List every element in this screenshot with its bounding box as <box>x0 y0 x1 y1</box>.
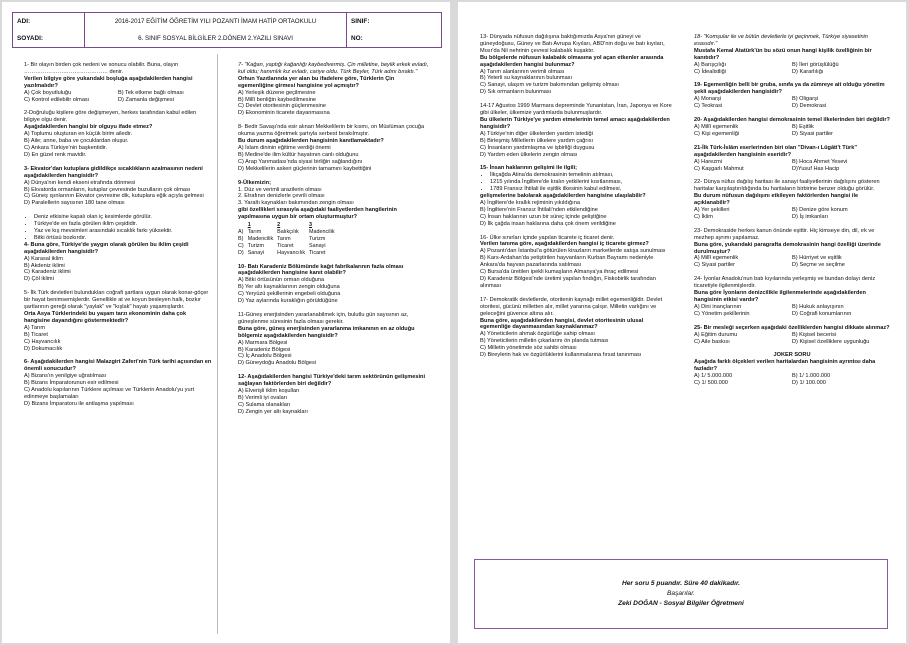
question-text: A) Yerleşik düzene geçilmesine <box>238 89 316 96</box>
question-text: B) Kişisel becerisi <box>792 331 837 338</box>
question-text: C) Sulama olanakları <box>238 401 291 408</box>
question-text: Bu ülkelerin Türkiye'ye yardım etmelerinin temel amacı aşağıdakilerden hangisidir? <box>480 116 670 130</box>
question-text: 11-Güneş enerjisinden yararlanabilmek için, bulutlu gün sayısının az, güneşlenme süresinin fazla olması gerekir. <box>238 312 409 325</box>
question-text: JOKER SORU <box>773 352 811 359</box>
question-text: 25- Bir mesleği seçerken aşağıdaki özelliklerden hangisi dikkate alınmaz? <box>694 324 890 331</box>
exam-title: 6. SINIF SOSYAL BİLGİLER 2.DÖNEM 2.YAZILI SINAVI <box>138 35 293 42</box>
left-column <box>24 62 212 415</box>
question-text: gelişmelerine bakılarak aşağıdakilerden hangisine ulaşılabilir? <box>480 193 646 200</box>
question-text: C) Milletin yönetimde söz sahibi olması <box>480 345 577 352</box>
joker-question <box>694 352 890 387</box>
question-16 <box>480 235 672 290</box>
question-text: Buna göre, aşağıdakilerden hangisi, devlet otoritesinin ulusal egemenliğe dayanmasından kaynaklanmaz? <box>480 317 644 331</box>
question-25 <box>694 325 890 346</box>
question-text: Ticaret <box>309 249 326 256</box>
question-text: 1 <box>247 222 251 229</box>
question-text: Turizm <box>309 235 326 242</box>
number-label: NO: <box>351 35 363 42</box>
question-text: B) Tek etkene bağlı olması <box>118 89 184 96</box>
question-text: C) <box>238 242 244 249</box>
question-text: B) Yöneticilerin milletin çıkarlarını ön planda tutması <box>480 338 609 345</box>
question-text: A) Pozantı'dan İstanbul'a götürülen kirazların marketlerde satışa sunulması <box>480 248 666 255</box>
question-text: B) Bizans İmparatorunun esir edilmesi <box>24 380 119 387</box>
question-text: Aşağıdakilerden hangisi bir olguyu ifade etmez? <box>24 124 153 131</box>
name-label: ADI: <box>17 18 31 25</box>
question-text: Sanayi <box>247 249 265 256</box>
question-13 <box>480 34 672 96</box>
question-text: B) Hürriyet ve eşitlik <box>792 255 842 262</box>
question-text: B) Medine'de ilim kültür hayatının canlı olduğunu <box>238 151 359 158</box>
question-text: gibi özellikleri sırasıyla aşağıdaki faaliyetlerden hangilerinin yapılmasına uygun bir ortam oluşturmuştur? <box>238 207 397 221</box>
question-text: Balıkçılık <box>277 228 299 235</box>
question-text: C) Karadeniz iklimi <box>24 269 71 276</box>
question-11 <box>238 312 430 367</box>
surname-label: SOYADI: <box>17 35 44 42</box>
question-text: A) Tarım alanlarının verimli olması <box>480 68 565 75</box>
question-text: B) Oligarşi <box>792 96 819 103</box>
question-text: C) Anadolu kapılarının Türklere açılması ve Türklerin Anadolu'yu yurt edinmeye başlamaları <box>24 387 194 400</box>
question-text: Hayvancılık <box>277 249 306 256</box>
middle-column <box>238 62 430 423</box>
question-text: 24- İyonlar Anadolu'nun batı kıyılarında yerleşmiş ve bundan dolayı deniz ticaretiyle ilgilenmişlerdir. <box>694 276 876 290</box>
question-text: D)Yusuf Has Hacip <box>792 165 840 172</box>
question-text: B) Ekvatorda ormanların, kutuplar çevresinde buzulların çok olması <box>24 186 191 193</box>
question-text: C) Yeryüzü şekillerinin engebeli olduğuna <box>238 291 341 298</box>
question-text: D) Kararlılığı <box>792 68 824 75</box>
question-text: A) Elverişli iklim koşulları <box>238 388 300 395</box>
question-text: D) Yaz aylarında kuraklığın görüldüğüne <box>238 298 338 305</box>
question-15 <box>480 165 672 227</box>
question-20 <box>694 117 890 138</box>
question-text: D) Kişisel özelliklere uygunluğu <box>792 338 870 345</box>
question-text: 7- "Kağan, yaptığı kağanlığı kaybedivermiş. Çin milletine, beylik erkek evladı, kul oldu; hanımlık kız evladı, cariye oldu. Türk Beyler, Türk adını bıraktı." <box>238 62 429 75</box>
question-text: C) Yönetim şekillerinin <box>694 310 750 317</box>
question-text: Ticaret <box>277 242 294 249</box>
question-text: Bu bölgelerde nüfusun kalabalık olmasına yol açan etkenler arasında aşağıdakilerden hangisi bulunmaz? <box>480 54 664 68</box>
question-text: A) Toplumu oluşturan en küçük birim ailedir. <box>24 131 133 138</box>
question-9 <box>238 180 430 257</box>
question-text: C) İdealistliği <box>694 68 727 75</box>
question-text: C) Devlet otoritesinin güçlenmesine <box>238 103 326 110</box>
column-divider <box>217 54 218 634</box>
question-text: 12- Aşağıdakilerden hangisi Türkiye'deki tarım sektörünün gelişmesini sağlayan faktörlerden biri değildir? <box>238 374 426 388</box>
question-text: D) 1/ 100.000 <box>792 380 826 387</box>
question-text: C) İklim <box>694 213 713 220</box>
question-text: B) Verimli iyi ovaları <box>238 394 288 401</box>
question-text: D) Dokumacılık <box>24 345 63 352</box>
question-text: A) Harezmi <box>694 158 722 165</box>
question-22 <box>694 179 890 220</box>
question-text: D) İş imkanları <box>792 213 829 220</box>
question-text: A) <box>238 228 244 235</box>
question-text: Tarım <box>277 235 291 242</box>
question-text: 9-Ülkemizin; <box>238 179 271 186</box>
question-3 <box>24 166 212 207</box>
question-text: A) İngiltere'de krallık rejiminin yıkıldığına <box>480 199 580 206</box>
question-text: D) Sık ormanların bulunması <box>480 89 552 96</box>
question-text: 21-İlk Türk-İslâm eserlerinden biri olan "Divan-ı Lûgâti't Türk" aşağıdakilerden hangisinin eseridir? <box>694 144 857 158</box>
question-text: 2. Etrafının denizlerle çevrili olması <box>238 193 325 200</box>
question-18 <box>694 34 890 75</box>
question-21 <box>694 145 890 173</box>
question-text: A) Tarım <box>24 324 46 331</box>
question-text: C) Sanayi, ulaşım ve turizm bakımından gelişmiş olması <box>480 82 619 89</box>
question-text: 13- Dünyada nüfusun dağılışına baktığımızda Asya'nın güneyi ve güneydoğusu, Güney ve Batı Avrupa Kıyıları, ABD'nin doğu ve batı kıyıları, Mısır'da Nil nehrinin çevresi kalabalık kuşaktır. <box>480 34 665 54</box>
question-text: • İlkçağda Atina'da demokrasinin temelinin atılması, <box>490 172 672 179</box>
question-text: B) Ticaret <box>24 331 48 338</box>
question-1 <box>24 62 212 103</box>
question-text: C) İnsanların yardımlaşma ve işbirliği duygusu <box>480 144 595 151</box>
question-text: D) <box>238 249 244 256</box>
right-column-2 <box>694 34 890 394</box>
answer-table <box>238 222 339 257</box>
question-text: C) Arap Yarımadası'nda siyasi birliğin sağlandığını <box>238 158 363 165</box>
question-17 <box>480 297 672 359</box>
question-text: B) Aile; anne, baba ve çocuklardan oluşur. <box>24 138 129 145</box>
exam-page-left <box>2 2 450 643</box>
question-text: D) Ekonominin ticarete dayanmasına <box>238 110 330 117</box>
question-text: Mustafa Kemal Atatürk'ün bu sözü onun hangi kişilik özelliğinin bir kanıtıdır? <box>694 47 872 61</box>
right-column-1 <box>480 34 672 366</box>
question-text: A) Monarşi <box>694 96 722 103</box>
class-label: SINIF: <box>351 18 370 25</box>
question-text: D) Demokrasi <box>792 103 827 110</box>
question-text: C) Aile baskısı <box>694 338 730 345</box>
question-text: D) Bireylerin hak ve özgürlüklerini kullanmalarına fırsat tanınması <box>480 352 642 359</box>
question-text: 5- İlk Türk devletleri bulundukları coğrafi şartlara uygun olarak konar-göçer bir hayat benimsemişlerdir. Genellikle at ve koyun besleyen halk, bozkır şartlarının gereği olarak "yaylak" ve "kışlak" hayatı yaşamışlardır. <box>24 290 209 311</box>
question-text: A) Barışçılığı <box>694 61 727 68</box>
question-14 <box>480 103 672 158</box>
question-text: 23- Demokraside herkes kanun önünde eşittir. Hiç kimseye din, dil, ırk ve mezhep ayrımı yapılamaz. <box>694 227 875 241</box>
question-text: 20- Aşağıdakilerden hangisi demokrasinin temel ilkelerinden biri değildir? <box>694 117 890 124</box>
question-text: A) Millî egemenlik <box>694 123 739 130</box>
question-text: 18- "Komşular ile ve bütün devletlerle iyi geçinmek, Türkiye siyasetinin esasıdır." <box>694 34 868 47</box>
question-text: 17- Demokratik devletlerde, otoritenin kaynağı millet egemenliğidir. Devlet otoritesi, gücünü milletten alır, millet yararına çalışır. Milletin varlığını ve geleceğini güvence altına alır. <box>480 296 663 317</box>
question-text: 2-Doğruluğu kişilere göre değişmeyen, herkes tarafından kabul edilen bilgiye olgu denir. <box>24 110 197 124</box>
question-text: 1. Düz ve verimli arazilerin olması <box>238 186 322 193</box>
question-text: • Deniz etkisine kapalı olan iç kesimlerde görülür. <box>34 214 212 221</box>
question-10 <box>238 264 430 305</box>
exam-page-right <box>458 2 906 643</box>
question-text <box>238 222 248 229</box>
question-text: • 1215 yılında İngiltere'de kralın yetkilerini kısıtlanması, <box>490 179 672 186</box>
question-text: 15- İnsan haklarının gelişimi ile ilgili; <box>480 165 577 172</box>
question-text: 3 <box>309 222 313 229</box>
question-text: D) Coğrafi konumlarının <box>792 310 852 317</box>
question-text: A) Çok boyutluluğu <box>24 89 72 96</box>
question-text: 8- Bedir Savaşı'nda esir alınan Mekkelilerin bir kısmı, on Müslüman çocuğa okuma yazma öğretmek şartıyla serbest bırakılmıştır. <box>238 124 425 138</box>
question-text: A) Dünya'nın kendi ekseni etrafında dönmesi <box>24 179 136 186</box>
question-text: C) 1/ 500.000 <box>694 380 728 387</box>
question-text: C) İç Anadolu Bölgesi <box>238 353 292 360</box>
question-text: Tarım <box>247 228 262 235</box>
question-text: A) İslam dininin eğitime verdiği önemi <box>238 144 331 151</box>
question-text: Verilen bilgiye göre yukarıdaki boşluğa aşağıdakilerden hangisi yazılmalıdır? <box>24 75 193 89</box>
question-text: C) İnsan haklarının uzun bir süreç içinde geliştiğine <box>480 213 607 220</box>
question-text: C) Teokrasi <box>694 103 723 110</box>
question-text: B) Kars-Ardahan'da yetiştirilen hayvanların Kurban Bayramı nedeniyle Ankara'da hayvan pazarlarında satılması <box>480 255 654 269</box>
question-text: D) Paralellerin sayısının 180 tane olması <box>24 200 125 207</box>
question-text: D) Zengin yer altı kaynakları <box>238 408 308 415</box>
question-text: A) Bitki örtüsünün orman olduğuna <box>238 277 325 284</box>
question-text: • Türkiye'de en fazla görülen iklim çeşididir. <box>34 221 212 228</box>
question-text: A) Dini inançlarının <box>694 303 742 310</box>
question-text: 16- Ülke sınırları içinde yapılan ticarete iç ticaret denir. <box>480 234 615 241</box>
question-text: Buna göre İyonların denizcilikle ilgilenmelerinde aşağıdakilerden hangisinin etkisi vardır? <box>694 290 866 303</box>
question-text: Turizm <box>247 242 264 249</box>
question-text: A) Yer şekilleri <box>694 207 730 214</box>
question-text: • 1789 Fransız İhtilali ile eşitlik ilkesinin kabul edilmesi, <box>490 186 672 193</box>
question-text: B) Birleşmiş Milletlerin ülkelere yardım çağrısı <box>480 137 594 144</box>
question-text: Madencilik <box>309 228 335 235</box>
question-7 <box>238 62 430 117</box>
question-text: Buna göre, güneş enerjisinden yararlanma imkanının en az olduğu bölgemiz aşağıdakilerden hangisidir? <box>238 325 415 339</box>
question-text: B) Denize göre konum <box>792 207 848 214</box>
question-text: A) Karasal iklim <box>24 255 63 262</box>
question-text: A) Millî egemenlik <box>694 255 739 262</box>
question-text: A) Marmara Bölgesi <box>238 339 288 346</box>
question-text: 10- Batı Karadeniz Bölümünde kağıt fabrikalarının fazla olması aşağıdakilerden hangisine kanıt olabilir? <box>238 263 404 277</box>
question-text: 6- Aşağıdakilerden hangisi Malazgirt Zaferi'nin Türk tarihi açısından en önemli sonucudur? <box>24 359 212 373</box>
question-text: C) Hayvancılık <box>24 338 61 345</box>
question-text: A) Eğitim durumu <box>694 331 738 338</box>
question-text: C) Ankara Türkiye'nin başkentidir. <box>24 144 108 151</box>
question-text: C) Kontrol edilebilir olması <box>24 96 90 103</box>
question-text: Aşağıda farklı ölçekleri verilen haritalardan hangisinin ayrıntısı daha fazladır? <box>694 359 876 373</box>
question-text: 14-17 Ağustos 1999 Marmara depreminde Yunanistan, İran, Japonya ve Kore gibi ülkeler, ülkemize yardımlarda bulunmuşlardır. <box>480 103 672 117</box>
question-text: D) Zamanla değişmesi <box>118 96 174 103</box>
question-2 <box>24 110 212 158</box>
question-text: 22- Dünya nüfus dağılış haritası ile sanayi faaliyetlerinin dağılışını gösteren haritalar karşılaştırıldığında bu haritaların birbirine benzer olduğu görülür. <box>694 179 880 193</box>
question-12 <box>238 374 430 415</box>
question-6 <box>24 359 212 407</box>
question-text: • Yaz ve kış mevsimleri arasındaki sıcaklık farkı yüksektir. <box>34 228 212 235</box>
footer-teacher: Zeki DOĞAN - Sosyal Bilgiler Öğretmeni <box>618 600 744 607</box>
question-text: B) İngiltere'nin Fransız İhtilali'nden etkilendiğine <box>480 206 598 213</box>
question-text: 3- Ekvator'dan kutuplara gidildikçe sıcaklıkların azalmasının nedeni aşağıdakilerden hangisidir? <box>24 165 203 179</box>
question-text: B) Yeterli su kaynaklarının bulunması <box>480 75 573 82</box>
question-text: Madencilik <box>247 235 274 242</box>
question-text: B) Karadeniz Bölgesi <box>238 346 291 353</box>
question-text: Orhun Yazıtlarında yer alan bu ifadelere göre, Türklerin Çin egemenliğine girmesi hangisine yol açmıştır? <box>238 75 395 89</box>
question-text: B) 1/ 1.000.000 <box>792 373 831 380</box>
question-text: C) Siyasi partiler <box>694 262 736 269</box>
question-8 <box>238 124 430 172</box>
question-text: C) Kişi egemenliği <box>694 130 740 137</box>
question-text: 2 <box>277 222 281 229</box>
question-text: B) Akdeniz iklimi <box>24 262 65 269</box>
question-text: B) Eşitlik <box>792 123 814 130</box>
question-text: 19- Egemenliğin belli bir gruba, sınıfa ya da zümreye ait olduğu yönetim şekli aşağıdakilerden hangisidir? <box>694 82 885 96</box>
footer-points: Her soru 5 puandır. Süre 40 dakikadır. <box>621 580 740 587</box>
footer-wish: Başarılar. <box>667 590 695 597</box>
question-text: D) Çöl iklimi <box>24 276 54 283</box>
school-title: 2016-2017 EĞİTİM ÖĞRETİM YILI POZANTI İMAM HATİP ORTAOKULU <box>114 18 317 25</box>
question-text: Sanayi <box>309 242 326 249</box>
question-4 <box>24 214 212 283</box>
question-text: A) Yöneticilerin ahmak özgürlüğe sahip olması <box>480 331 595 338</box>
question-23 <box>694 228 890 269</box>
question-text: B) Hukuk anlayışının <box>792 303 844 310</box>
question-text: 1- Bir olayın birden çok nedeni ve sonucu olabilir. Buna, olayın ……………………………………… denir. <box>24 62 179 75</box>
question-text: D) Bizans İmparatoru ile antlaşma yapılması <box>24 400 134 407</box>
question-text: D) Güneydoğu Anadolu Bölgesi <box>238 360 317 367</box>
question-5 <box>24 290 212 352</box>
question-text: D) Yardım eden ülkelerin zengin olması <box>480 151 578 158</box>
question-text: C) Kaşgarlı Mahmut <box>694 165 744 172</box>
question-text: B) Yer altı kaynaklarının zengin olduğuna <box>238 284 340 291</box>
question-text: A) Türkiye'nin diğer ülkelerden yardım istediği <box>480 130 593 137</box>
question-text: Bu durum nüfusun dağılışını etkileyen faktörlerden hangisi ile açıklanabilir? <box>694 193 859 207</box>
question-text: B) İleri görüşlülüğü <box>792 61 839 68</box>
question-19 <box>694 82 890 110</box>
question-text: Verilen tanıma göre, aşağıdakilerden hangisi iç ticarete girmez? <box>480 241 649 248</box>
question-text: A) 1/ 5.000.000 <box>694 373 733 380</box>
question-text: D) En güzel renk mavidir. <box>24 151 87 158</box>
question-text: Orta Asya Türklerindeki bu yaşam tarzı ekonominin daha çok hangisine dayandığını göstermektedir? <box>24 311 187 324</box>
question-text: D) Siyasi partiler <box>792 130 834 137</box>
question-text: D) Mekkelilerin askeri güçlerinin tamamını kaybettiğini <box>238 165 372 172</box>
exam-header <box>12 12 442 48</box>
question-text: Bu durum aşağıdakilerden hangisinin kanıtlamaktadır? <box>238 138 384 145</box>
question-text: Buna göre, yukarıdaki paragrafta demokrasinin hangi özelliği üzerinde durulmuştur? <box>694 241 881 255</box>
question-text: B) Hoca Ahmet Yesevi <box>792 158 848 165</box>
question-text: D) Karadeniz Bölgesi'nde üretimi yapılan fındığın, Fiskobirlik tarafından alınması <box>480 276 656 289</box>
question-text: C) Güneş ışınlarının Ekvator çevresine dik, kutuplara eğik açıyla gelmesi <box>24 193 204 200</box>
question-text: D) İlk çağda insan haklarına daha çok önem verildiğine <box>480 220 616 227</box>
question-text: B) Millî benliğin kaybedilmesine <box>238 96 317 103</box>
question-text: B) <box>238 235 244 242</box>
question-text: 4- Buna göre, Türkiye'de yaygın olarak görülen bu iklim çeşidi aşağıdakilerden hangisidir? <box>24 241 189 255</box>
question-text: • Bitki örtüsü bozkırdır. <box>34 235 212 242</box>
question-text: D) Seçme ve seçilme <box>792 262 845 269</box>
exam-footer <box>474 559 888 629</box>
question-text: 3. Yaraltı kaynakları bakımından zengin olması <box>238 200 354 207</box>
question-text: C) Bursa'da üretilen ipekli kumaşların Almanya'ya ihraç edilmesi <box>480 269 639 276</box>
question-text: A) Bizans'ın yenilgiye uğratılması <box>24 373 107 380</box>
question-24 <box>694 276 890 317</box>
